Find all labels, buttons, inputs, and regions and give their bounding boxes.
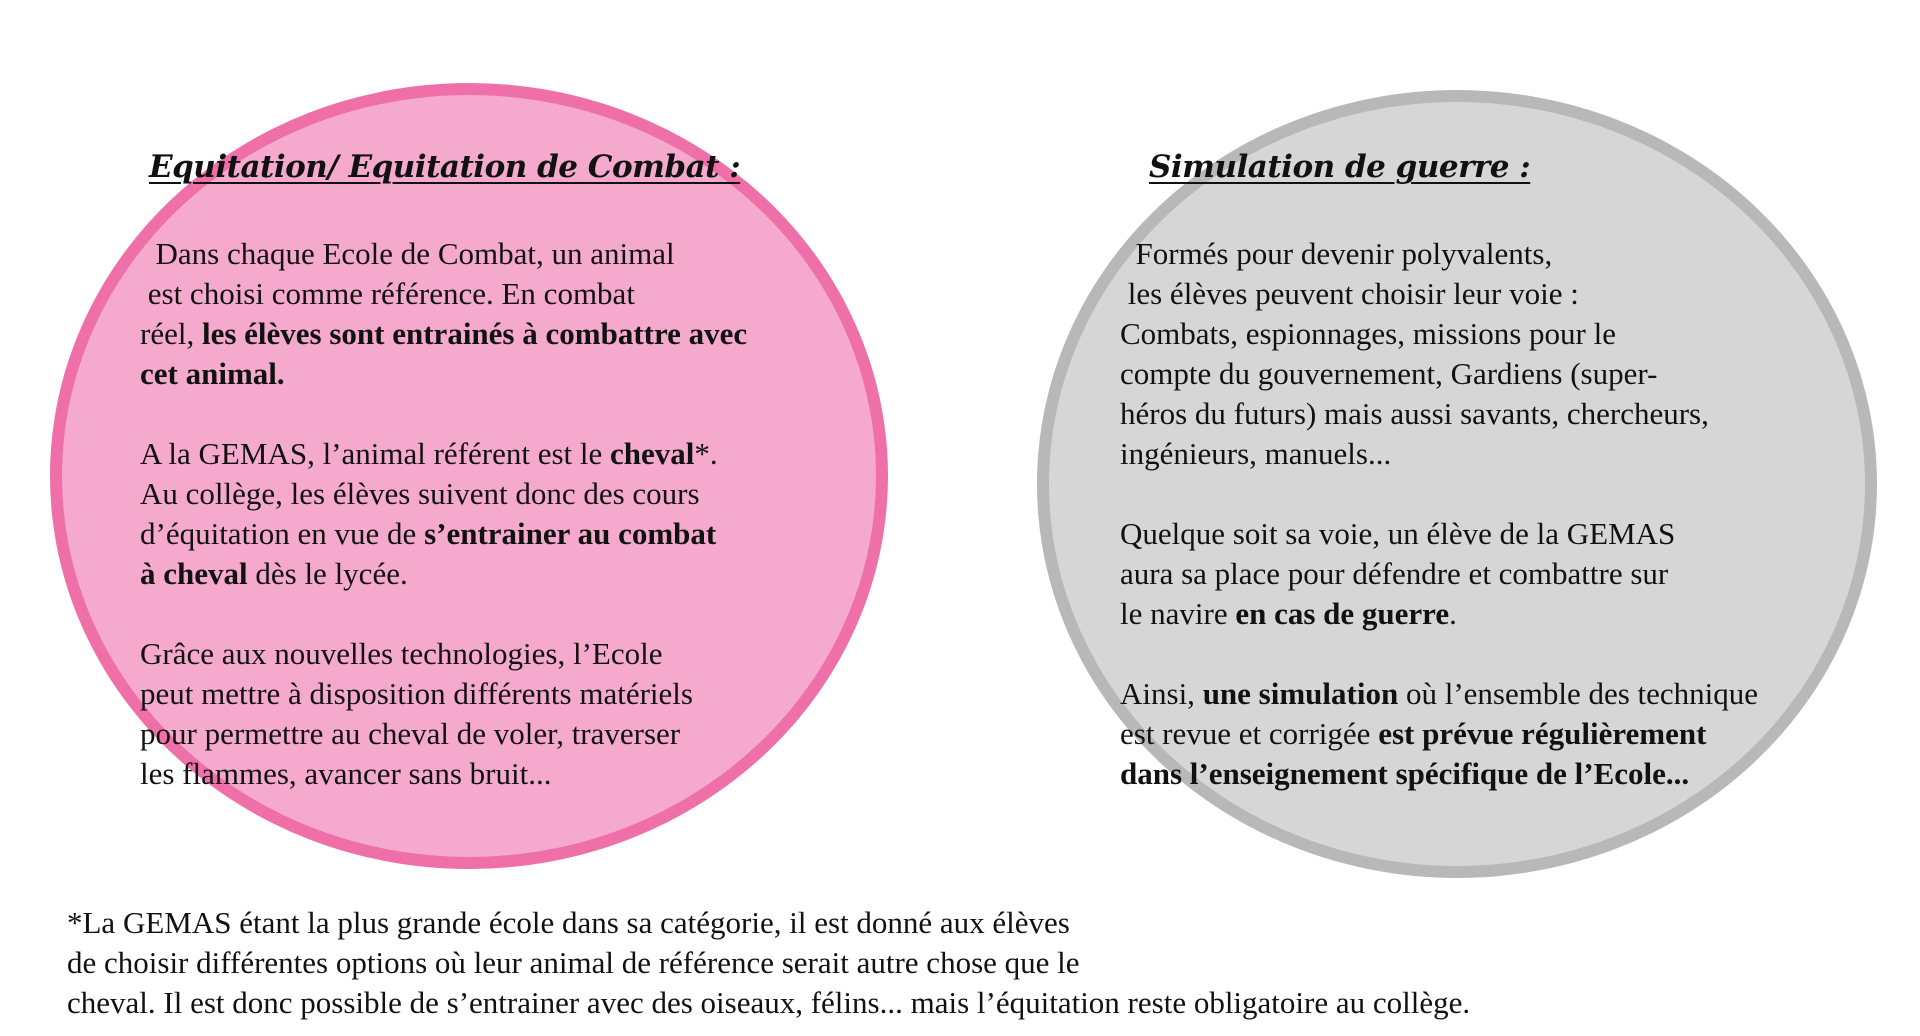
text-segment: les élèves peuvent choisir leur voie :: [1127, 276, 1579, 311]
footnote: [67, 903, 1470, 1023]
text-line: [140, 314, 747, 354]
text-segment: réel,: [140, 316, 202, 351]
bold-text: s’entrainer au combat: [424, 516, 717, 551]
text-line: [1120, 394, 1758, 434]
text-segment: peut mettre à disposition différents matériels: [140, 676, 693, 711]
text-segment: Grâce aux nouvelles technologies, l’Ecole: [140, 636, 663, 671]
footnote-line: cheval. Il est donc possible de s’entrainer avec des oiseaux, félins... mais l’équitation reste obligatoire au collège.: [67, 985, 1471, 1020]
paragraph: [1120, 514, 1758, 634]
text-segment: héros du futurs) mais aussi savants, chercheurs,: [1120, 396, 1709, 431]
text-line: [140, 274, 747, 314]
text-segment: *.: [694, 436, 718, 471]
text-line: [1120, 674, 1758, 714]
text-segment: est revue et corrigée: [1120, 716, 1379, 751]
text-line: [140, 674, 747, 714]
text-segment: ingénieurs, manuels...: [1120, 436, 1392, 471]
text-line: [1120, 314, 1758, 354]
text-line: [140, 714, 747, 754]
indent: [1120, 236, 1136, 271]
war-simulation-title: Simulation de guerre :: [1149, 149, 1531, 185]
text-line: [140, 514, 747, 554]
text-line: [1120, 754, 1758, 794]
text-segment: .: [1449, 596, 1457, 631]
bold-text: est prévue régulièrement: [1378, 716, 1707, 751]
text-segment: Au collège, les élèves suivent donc des cours: [140, 476, 700, 511]
text-line: [140, 754, 747, 794]
indent: [140, 276, 148, 311]
text-segment: dès le lycée.: [247, 556, 408, 591]
text-line: [140, 434, 747, 474]
text-segment: d’équitation en vue de: [140, 516, 425, 551]
text-segment: le navire: [1120, 596, 1236, 631]
paragraph: [1120, 234, 1758, 474]
text-line: [1120, 234, 1758, 274]
text-segment: A la GEMAS, l’animal référent est le: [140, 436, 611, 471]
text-line: [1120, 714, 1758, 754]
equitation-text: [140, 234, 747, 794]
text-line: [1120, 514, 1758, 554]
bold-text: les élèves sont entrainés à combattre avec: [201, 316, 748, 351]
text-line: [1120, 434, 1758, 474]
text-line: [140, 234, 747, 274]
text-line: [1120, 274, 1758, 314]
bold-text: cheval: [610, 436, 695, 471]
text-line: [140, 554, 747, 594]
text-segment: Quelque soit sa voie, un élève de la GEMAS: [1120, 516, 1676, 551]
text-line: [140, 634, 747, 674]
war-simulation-text: [1120, 234, 1758, 794]
paragraph: [140, 434, 747, 594]
bold-text: dans l’enseignement spécifique de l’Ecole...: [1120, 756, 1690, 791]
paragraph: [140, 634, 747, 794]
equitation-title: Equitation/ Equitation de Combat :: [149, 149, 741, 185]
text-segment: est choisi comme référence. En combat: [147, 276, 635, 311]
indent: [140, 236, 156, 271]
text-line: [140, 354, 747, 394]
text-segment: où l’ensemble des technique: [1398, 676, 1759, 711]
text-segment: aura sa place pour défendre et combattre sur: [1120, 556, 1669, 591]
text-segment: Dans chaque Ecole de Combat, un animal: [155, 236, 675, 271]
text-line: [1120, 354, 1758, 394]
text-segment: pour permettre au cheval de voler, traverser: [140, 716, 681, 751]
text-segment: Ainsi,: [1120, 676, 1203, 711]
footnote-line: de choisir différentes options où leur animal de référence serait autre chose que le: [67, 945, 1080, 980]
text-line: [1120, 554, 1758, 594]
footnote-line: *La GEMAS étant la plus grande école dans sa catégorie, il est donné aux élèves: [67, 905, 1070, 940]
text-segment: les flammes, avancer sans bruit...: [140, 756, 552, 791]
text-line: [140, 474, 747, 514]
bold-text: à cheval: [140, 556, 248, 591]
bold-text: en cas de guerre: [1235, 596, 1450, 631]
text-line: [1120, 594, 1758, 634]
text-segment: Formés pour devenir polyvalents,: [1135, 236, 1553, 271]
bold-text: cet animal.: [140, 356, 285, 391]
indent: [1120, 276, 1128, 311]
bold-text: une simulation: [1202, 676, 1399, 711]
text-segment: compte du gouvernement, Gardiens (super-: [1120, 356, 1658, 391]
paragraph: [140, 234, 747, 394]
text-segment: Combats, espionnages, missions pour le: [1120, 316, 1616, 351]
paragraph: [1120, 674, 1758, 794]
